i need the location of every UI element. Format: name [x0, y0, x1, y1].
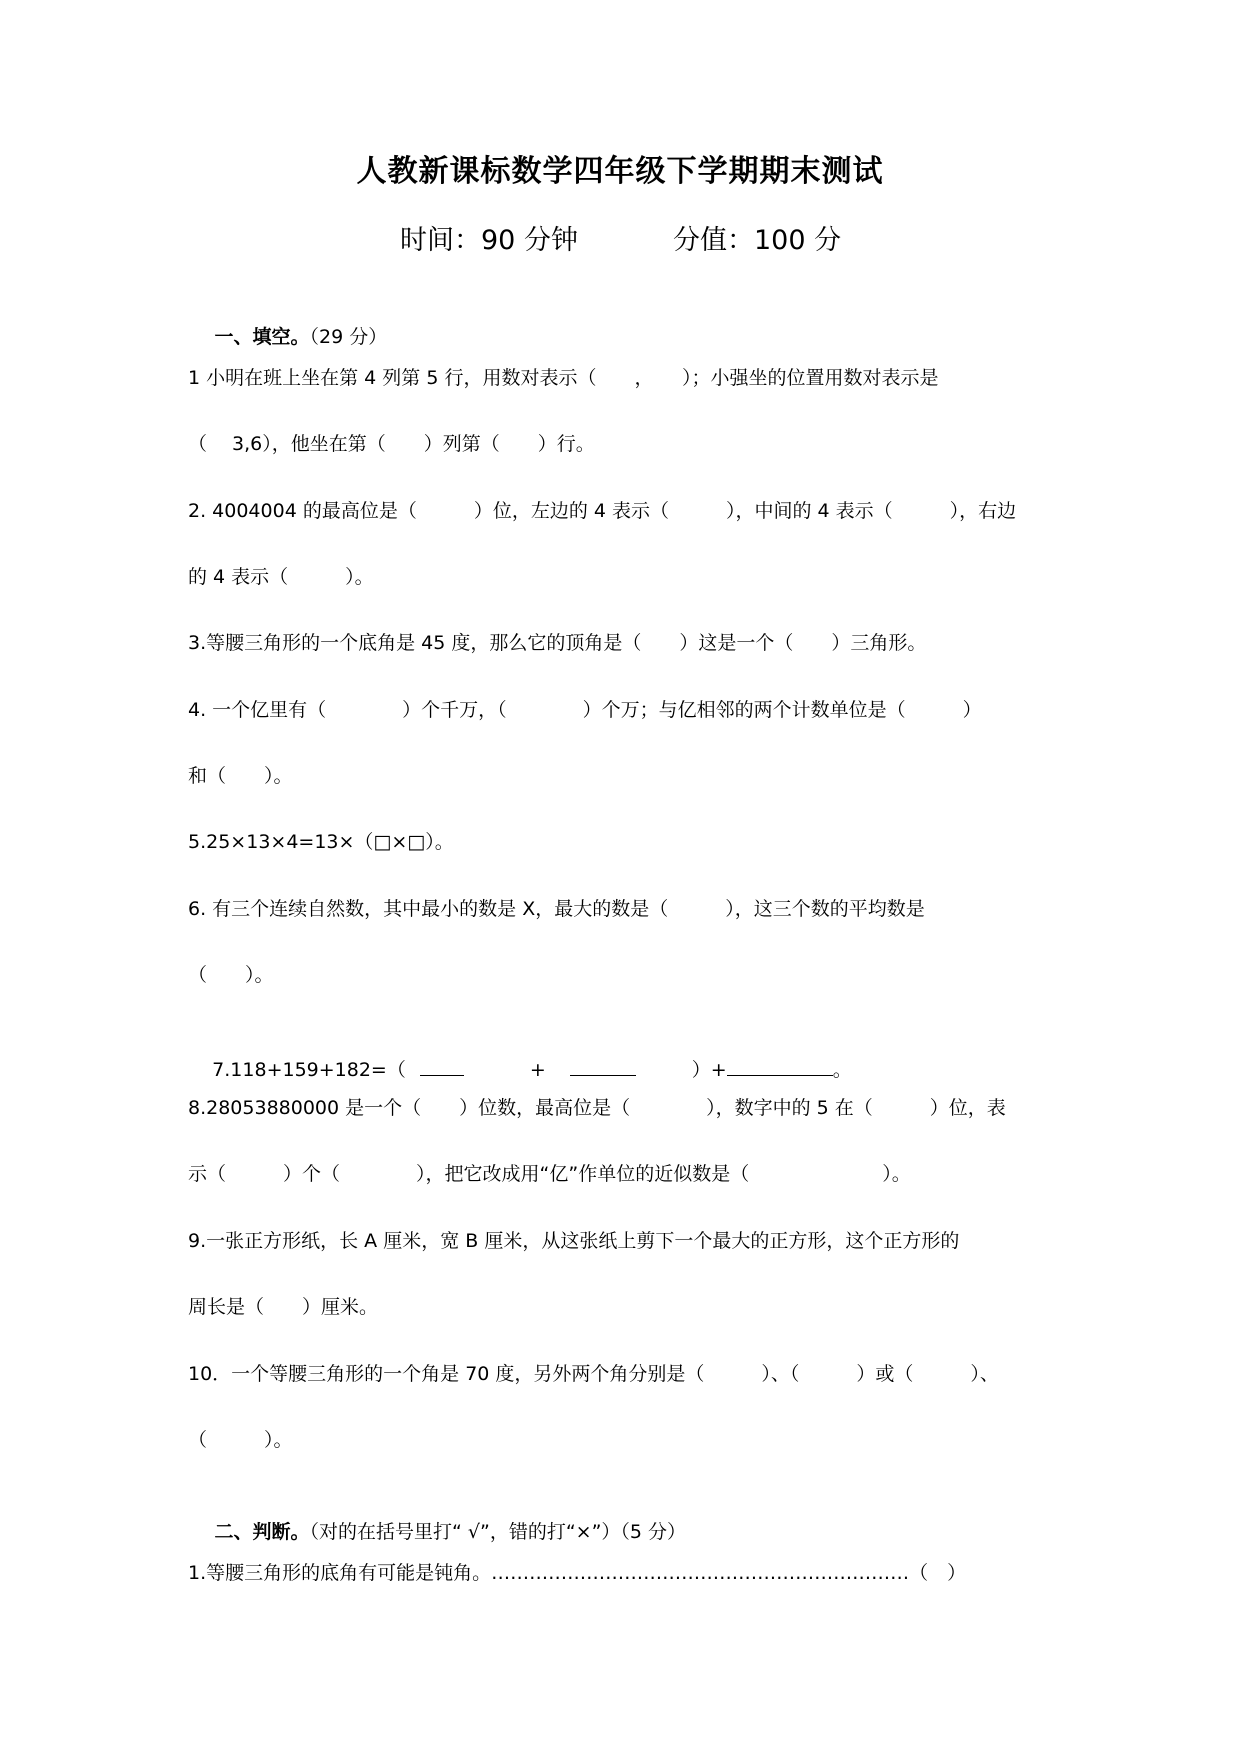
score-label: 分值：100 分 [673, 225, 842, 256]
question-2-line-1: 2. 4004004 的最高位是（ ）位，左边的 4 表示（ ），中间的 4 表示（ ），右边 [188, 500, 1017, 522]
question-9-line-2: 周长是（ ）厘米。 [188, 1296, 379, 1318]
judgment-question-1: 1.等腰三角形的底角有可能是钝角。…………………………………………………………（ ） [188, 1562, 967, 1584]
answer-blank [570, 1055, 636, 1076]
question-9-line-1: 9.一张正方形纸，长 A 厘米，宽 B 厘米，从这张纸上剪下一个最大的正方形，这个正方形的 [188, 1230, 960, 1252]
question-7-plus: + [529, 1059, 546, 1081]
time-label: 时间：90 分钟 [400, 225, 578, 256]
question-2-line-2: 的 4 表示（ ）。 [188, 566, 374, 588]
answer-blank [727, 1055, 833, 1076]
answer-blank [420, 1055, 464, 1076]
question-5: 5.25×13×4=13×（□×□）。 [188, 831, 454, 853]
question-7-prefix: 7.118+159+182=（ [212, 1059, 406, 1081]
question-4-line-2: 和（ ）。 [188, 765, 293, 787]
question-8-line-2: 示（ ）个（ ），把它改成用“亿”作单位的近似数是（ ）。 [188, 1163, 911, 1185]
question-6-line-1: 6. 有三个连续自然数，其中最小的数是 X，最大的数是（ ），这三个数的平均数是 [188, 898, 925, 920]
question-3: 3.等腰三角形的一个底角是 45 度，那么它的顶角是（ ）这是一个（ ）三角形。 [188, 632, 927, 654]
page-title: 人教新课标数学四年级下学期期末测试 [356, 154, 884, 189]
section-1-points: （29 分） [309, 326, 388, 348]
question-1-line-1: 1 小明在班上坐在第 4 列第 5 行，用数对表示（ ， ）；小强坐的位置用数对表示是 [188, 367, 939, 389]
section-1-title: 一、填空。 [214, 326, 310, 348]
question-10-line-2: （ ）。 [188, 1429, 293, 1451]
question-7-close: ）+ [691, 1059, 727, 1081]
question-1-line-2: （ 3,6），他坐在第（ ）列第（ ）行。 [188, 433, 595, 455]
question-6-line-2: （ ）。 [188, 964, 274, 986]
question-7-end: 。 [832, 1059, 852, 1081]
question-4-line-1: 4. 一个亿里有（ ）个千万，（ ）个万；与亿相邻的两个计数单位是（ ） [188, 699, 982, 721]
section-2-title: 二、判断。 [214, 1521, 310, 1543]
question-10-line-1: 10．一个等腰三角形的一个角是 70 度，另外两个角分别是（ ）、（ ）或（ ）、 [188, 1363, 999, 1385]
section-2-instructions: （对的在括号里打“ √”，错的打“×”）（5 分） [309, 1521, 687, 1543]
question-8-line-1: 8.28053880000 是一个（ ）位数，最高位是（ ），数字中的 5 在（ ）位，表 [188, 1097, 1006, 1119]
